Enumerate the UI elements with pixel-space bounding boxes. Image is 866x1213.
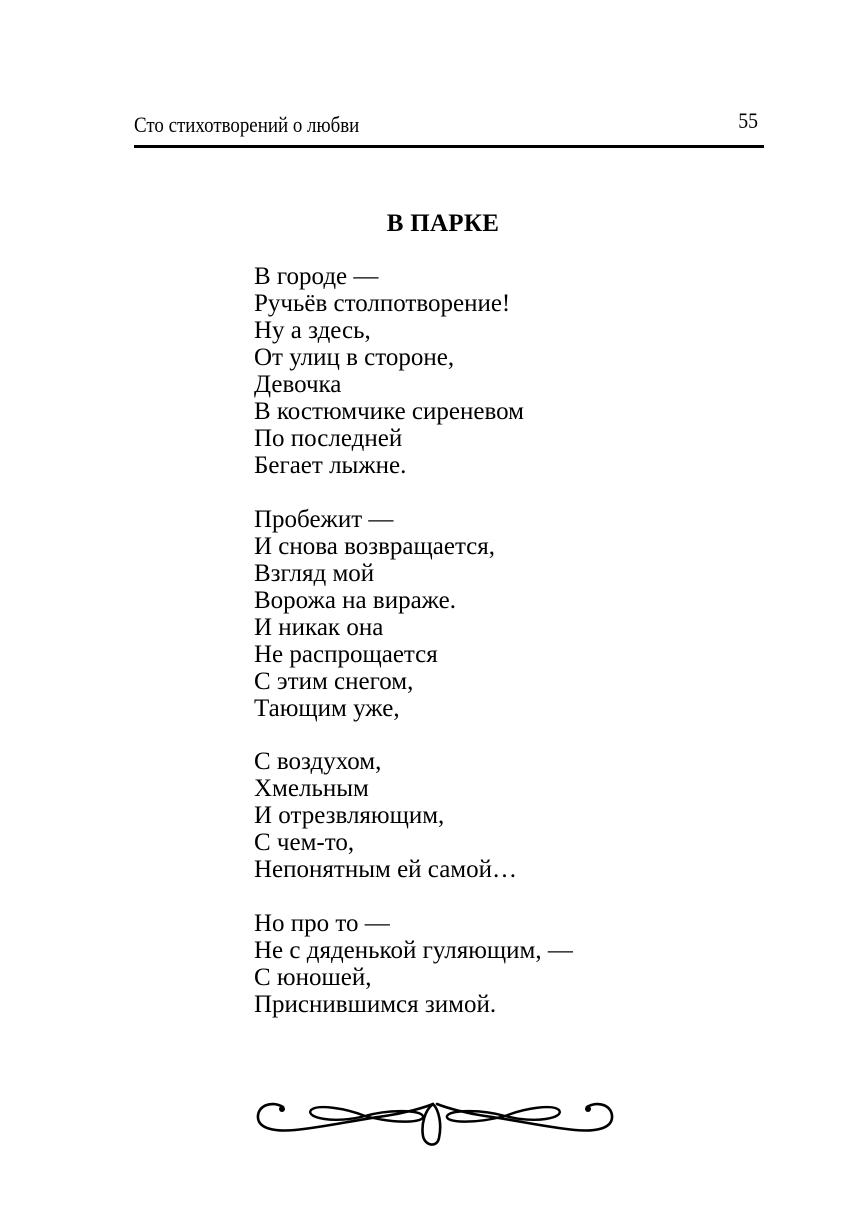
poem-line: Непонятным ей самой… (254, 856, 518, 883)
poem-line: Бегает лыжне. (254, 452, 407, 479)
poem-line: С чем-то, (254, 829, 355, 856)
poem-line: Тающим уже, (254, 694, 400, 722)
page-number: 55 (738, 108, 758, 133)
poem-line: И отрезвляющим, (254, 802, 445, 829)
poem-line: Не с дяденькой гуляющим, — (254, 936, 573, 964)
poem-line: Хмельным (254, 775, 369, 802)
flourish-divider-icon (255, 1096, 615, 1152)
poem-line: Не распрощается (254, 640, 438, 668)
poem-line: И никак она (254, 613, 384, 641)
poem-line: С юношей, (254, 963, 372, 991)
poem-line: Ну а здесь, (254, 317, 371, 344)
stanza-1 (254, 263, 573, 479)
poem-line: От улиц в стороне, (254, 344, 455, 371)
poem-line: Взгляд мой (254, 559, 375, 587)
poem-line: В городе — (254, 263, 379, 290)
poem-line: В костюмчике сиреневом (254, 398, 524, 425)
running-header (134, 108, 764, 140)
poem-line: И снова возвращается, (254, 532, 496, 560)
book-title: Сто стихотворений о любви (134, 112, 360, 137)
poem-line: По последней (254, 425, 403, 452)
stanza-4 (254, 910, 573, 1018)
header-rule (134, 145, 764, 148)
poem-body (254, 263, 573, 1044)
poem-line: Ворожа на вираже. (254, 586, 456, 614)
poem-line: Но про то — (254, 909, 390, 937)
poem-line: С воздухом, (254, 748, 382, 775)
poem-line: Ручьёв столпотворение! (254, 290, 511, 317)
poem-line: С этим снегом, (254, 667, 414, 695)
stanza-3 (254, 748, 573, 883)
stanza-2 (254, 506, 573, 722)
poem-line: Приснившимся зимой. (254, 990, 497, 1018)
poem-line: Пробежит — (254, 505, 394, 533)
poem-title: В ПАРКЕ (386, 210, 500, 237)
poem-line: Девочка (254, 371, 342, 398)
